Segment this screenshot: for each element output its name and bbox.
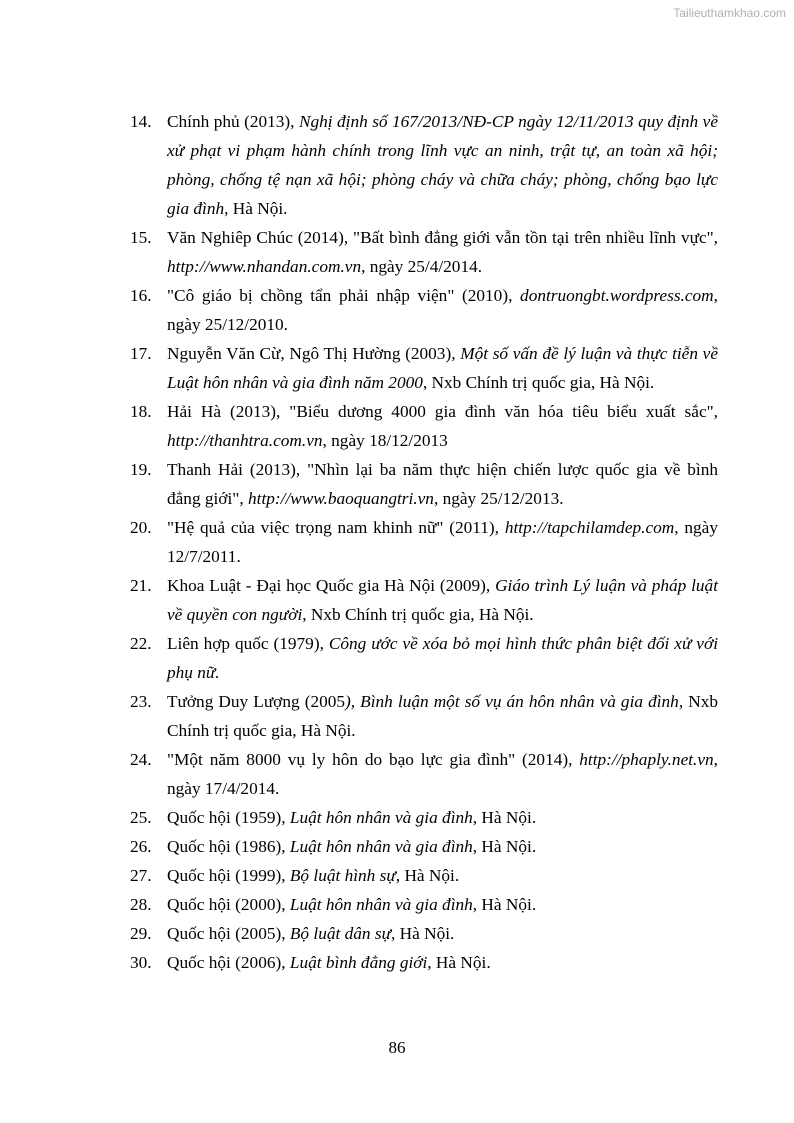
reference-text bbox=[167, 745, 718, 803]
reference-title: dontruongbt.wordpress.com bbox=[520, 286, 714, 305]
reference-number: 24. bbox=[130, 750, 152, 769]
reference-segment: , ngày 18/12/2013 bbox=[322, 431, 448, 450]
reference-number: 15. bbox=[130, 228, 152, 247]
reference-title: http://thanhtra.com.vn bbox=[167, 431, 323, 450]
reference-title: Luật hôn nhân và gia đình bbox=[289, 837, 473, 856]
reference-text bbox=[167, 919, 718, 948]
reference-item bbox=[130, 687, 718, 745]
reference-number: 16. bbox=[130, 286, 152, 305]
reference-number: 28. bbox=[130, 895, 152, 914]
reference-text bbox=[167, 803, 718, 832]
reference-segment: Nguyễn Văn Cừ, Ngô Thị Hường (2003), bbox=[167, 344, 461, 363]
reference-item bbox=[130, 571, 718, 629]
reference-segment: , ngày 12/7/2011. bbox=[167, 518, 718, 566]
reference-segment: , Hà Nội. bbox=[427, 953, 491, 972]
reference-number: 22. bbox=[130, 634, 152, 653]
reference-segment: Tưởng Duy Lượng (2005 bbox=[167, 692, 346, 711]
reference-text bbox=[167, 948, 718, 977]
reference-number: 18. bbox=[130, 402, 152, 421]
reference-title: Luật bình đẳng giới bbox=[289, 953, 428, 972]
reference-title: Nghị định số 167/2013/NĐ-CP ngày 12/11/2013 quy định về xử phạt vi phạm hành chính trong lĩnh vực an ninh, trật tự, an toàn xã hội; phòng, chống tệ nạn xã hội; phòng cháy và chữa cháy; phòng, chống bạo lực gia đình bbox=[167, 112, 718, 218]
reference-text bbox=[167, 281, 718, 339]
reference-segment: "Một năm 8000 vụ ly hôn do bạo lực gia đình" (2014), bbox=[167, 750, 580, 769]
reference-number: 17. bbox=[130, 344, 152, 363]
reference-text bbox=[167, 223, 718, 281]
reference-text bbox=[167, 861, 718, 890]
reference-list bbox=[130, 107, 718, 977]
reference-segment: , Hà Nội. bbox=[472, 895, 537, 914]
reference-segment: Quốc hội (2006), bbox=[167, 953, 290, 972]
reference-segment: , Hà Nội. bbox=[395, 866, 460, 885]
reference-text bbox=[167, 513, 718, 571]
reference-title: http://www.nhandan.com.vn bbox=[167, 257, 362, 276]
reference-item bbox=[130, 107, 718, 223]
reference-title: Công ước về xóa bỏ mọi hình thức phân biệt đối xử với phụ nữ. bbox=[167, 634, 718, 682]
reference-segment: , Nxb Chính trị quốc gia, Hà Nội. bbox=[167, 692, 718, 740]
watermark: Tailieuthamkhao.com bbox=[673, 6, 786, 20]
reference-number: 19. bbox=[130, 460, 152, 479]
reference-item bbox=[130, 455, 718, 513]
reference-number: 23. bbox=[130, 692, 152, 711]
reference-number: 29. bbox=[130, 924, 152, 943]
reference-item bbox=[130, 890, 718, 919]
reference-number: 26. bbox=[130, 837, 152, 856]
reference-segment: , ngày 25/12/2013. bbox=[433, 489, 564, 508]
reference-title: Luật hôn nhân và gia đình bbox=[289, 895, 473, 914]
reference-number: 30. bbox=[130, 953, 152, 972]
reference-item bbox=[130, 223, 718, 281]
reference-title: Luật hôn nhân và gia đình bbox=[289, 808, 473, 827]
reference-segment: , Hà Nội. bbox=[472, 808, 537, 827]
reference-segment: "Hệ quả của việc trọng nam khinh nữ" (2011), bbox=[167, 518, 505, 537]
reference-item bbox=[130, 861, 718, 890]
reference-segment: Chính phủ (2013), bbox=[167, 112, 299, 131]
reference-segment: , Nxb Chính trị quốc gia, Hà Nội. bbox=[422, 373, 655, 392]
reference-item bbox=[130, 629, 718, 687]
reference-item bbox=[130, 803, 718, 832]
reference-text bbox=[167, 629, 718, 687]
reference-segment: , ngày 25/12/2010. bbox=[167, 286, 718, 334]
page-number: 86 bbox=[388, 1038, 406, 1057]
reference-number: 20. bbox=[130, 518, 152, 537]
reference-item bbox=[130, 339, 718, 397]
reference-number: 21. bbox=[130, 576, 152, 595]
reference-title: Bộ luật dân sự bbox=[289, 924, 391, 943]
reference-title: http://phaply.net.vn bbox=[579, 750, 714, 769]
reference-item bbox=[130, 832, 718, 861]
reference-text bbox=[167, 455, 718, 513]
reference-text bbox=[167, 890, 718, 919]
reference-segment: Quốc hội (1959), bbox=[167, 808, 290, 827]
reference-title: Bộ luật hình sự bbox=[289, 866, 396, 885]
reference-segment: Quốc hội (1986), bbox=[167, 837, 290, 856]
reference-text bbox=[167, 397, 718, 455]
reference-item bbox=[130, 281, 718, 339]
reference-title: ), Bình luận một số vụ án hôn nhân và gia đình bbox=[345, 692, 679, 711]
reference-segment: Văn Nghiêp Chúc (2014), "Bất bình đẳng giới vẫn tồn tại trên nhiều lĩnh vực", bbox=[167, 228, 718, 247]
reference-text bbox=[167, 571, 718, 629]
reference-segment: , ngày 25/4/2014. bbox=[361, 257, 483, 276]
reference-segment: , ngày 17/4/2014. bbox=[167, 750, 718, 798]
reference-item bbox=[130, 948, 718, 977]
reference-segment: Hải Hà (2013), "Biểu dương 4000 gia đình văn hóa tiêu biểu xuất sắc", bbox=[167, 402, 718, 421]
reference-item bbox=[130, 513, 718, 571]
reference-segment: , Nxb Chính trị quốc gia, Hà Nội. bbox=[302, 605, 534, 624]
reference-title: http://tapchilamdep.com bbox=[504, 518, 675, 537]
reference-text bbox=[167, 107, 718, 223]
reference-segment: Quốc hội (2005), bbox=[167, 924, 290, 943]
reference-segment: Quốc hội (1999), bbox=[167, 866, 290, 885]
reference-segment: "Cô giáo bị chồng tẩn phải nhập viện" (2010), bbox=[167, 286, 521, 305]
reference-title: http://www.baoquangtri.vn bbox=[248, 489, 434, 508]
reference-title: Giáo trình Lý luận và pháp luật về quyền con người bbox=[167, 576, 718, 624]
reference-item bbox=[130, 745, 718, 803]
reference-text bbox=[167, 832, 718, 861]
reference-number: 25. bbox=[130, 808, 152, 827]
reference-title: Một số vấn đề lý luận và thực tiễn về Luật hôn nhân và gia đình năm 2000 bbox=[167, 344, 718, 392]
reference-segment: Quốc hội (2000), bbox=[167, 895, 290, 914]
reference-item bbox=[130, 397, 718, 455]
reference-number: 27. bbox=[130, 866, 152, 885]
reference-segment: Khoa Luật - Đại học Quốc gia Hà Nội (2009), bbox=[167, 576, 496, 595]
reference-number: 14. bbox=[130, 112, 152, 131]
reference-segment: , Hà Nội. bbox=[391, 924, 455, 943]
reference-text bbox=[167, 339, 718, 397]
reference-text bbox=[167, 687, 718, 745]
reference-segment: , Hà Nội. bbox=[472, 837, 537, 856]
reference-segment: Liên hợp quốc (1979), bbox=[167, 634, 329, 653]
reference-segment: , Hà Nội. bbox=[224, 199, 288, 218]
reference-segment: Thanh Hải (2013), "Nhìn lại ba năm thực hiện chiến lược quốc gia về bình đẳng giới", bbox=[167, 460, 718, 508]
reference-item bbox=[130, 919, 718, 948]
